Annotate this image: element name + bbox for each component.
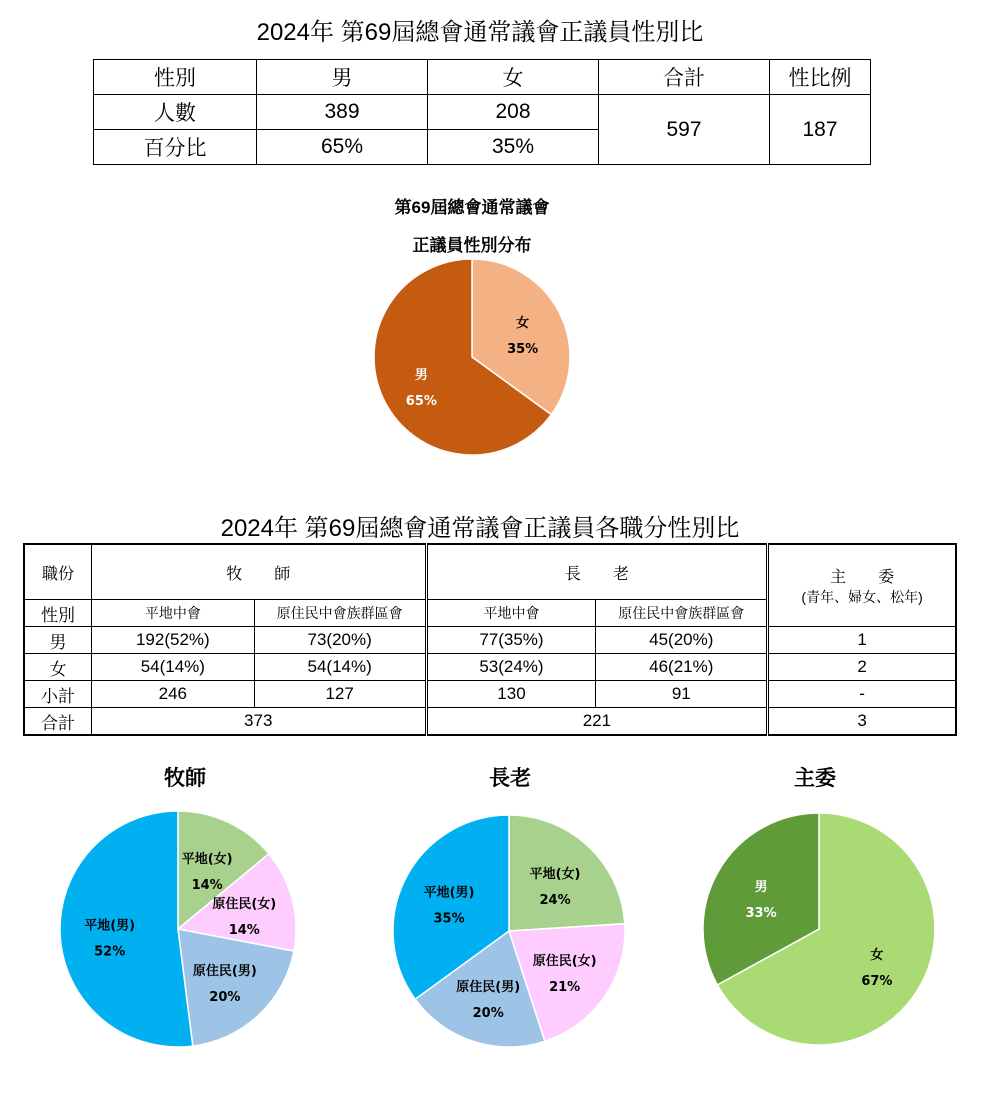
header-elder-plain: 平地中會 xyxy=(426,600,596,627)
elder-pie-label: 原住民(女) xyxy=(532,953,597,969)
elder-pie-value-label: 35% xyxy=(433,911,465,927)
committee-label: 主 委 xyxy=(830,569,895,586)
pastor-pie-value-label: 14% xyxy=(191,878,223,894)
elder-pie-label: 平地(男) xyxy=(423,885,475,901)
row-label: 小計 xyxy=(24,681,91,708)
cell: 73(20%) xyxy=(254,627,426,654)
cell: 77(35%) xyxy=(426,627,596,654)
overall-pie-title: 第69屆總會通常議會 xyxy=(394,198,550,217)
female-count: 208 xyxy=(428,95,599,130)
pastor-pie-label: 原住民(男) xyxy=(192,963,257,979)
header-gender: 性別 xyxy=(24,600,91,627)
pastor-pie-value-label: 14% xyxy=(228,922,260,938)
sex-ratio: 187 xyxy=(770,95,871,165)
header-role: 職份 xyxy=(24,544,91,600)
header-pastor-indigenous: 原住民中會族群區會 xyxy=(254,600,426,627)
committee-pie-label: 女 xyxy=(870,948,884,964)
header-pastor: 牧 師 xyxy=(91,544,426,600)
committee-pie-title: 主委 xyxy=(794,767,836,790)
cell: 192(52%) xyxy=(91,627,254,654)
header-gender: 性別 xyxy=(94,60,257,95)
cell: 1 xyxy=(768,627,956,654)
committee-pie-value-label: 33% xyxy=(745,905,777,921)
row-label: 男 xyxy=(24,627,91,654)
pastor-total: 373 xyxy=(91,708,426,736)
header-male: 男 xyxy=(257,60,428,95)
row-label-pct: 百分比 xyxy=(94,130,257,165)
committee-pie-value-label: 67% xyxy=(861,974,893,990)
cell: 54(14%) xyxy=(91,654,254,681)
cell: 45(20%) xyxy=(596,627,768,654)
header-female: 女 xyxy=(428,60,599,95)
cell: 46(21%) xyxy=(596,654,768,681)
cell: - xyxy=(768,681,956,708)
row-label: 合計 xyxy=(24,708,91,736)
cell: 53(24%) xyxy=(426,654,596,681)
elder-pie-label: 平地(女) xyxy=(529,866,581,882)
elder-pie-value-label: 24% xyxy=(539,892,571,908)
cell: 246 xyxy=(91,681,254,708)
header-ratio: 性比例 xyxy=(770,60,871,95)
header-pastor-plain: 平地中會 xyxy=(91,600,254,627)
elder-pie-value-label: 21% xyxy=(549,979,581,995)
committee-pie-label: 男 xyxy=(754,879,768,895)
male-count: 389 xyxy=(257,95,428,130)
pastor-pie-value-label: 20% xyxy=(209,989,241,1005)
pastor-pie-label: 平地(女) xyxy=(181,852,233,868)
header-elder-indigenous: 原住民中會族群區會 xyxy=(596,600,768,627)
cell: 127 xyxy=(254,681,426,708)
committee-sub: (青年、婦女、松年) xyxy=(801,589,923,605)
elder-pie-title: 長老 xyxy=(489,767,531,790)
pastor-pie-title: 牧師 xyxy=(164,767,206,790)
elder-pie-label: 原住民(男) xyxy=(456,979,521,995)
row-label: 女 xyxy=(24,654,91,681)
elder-pie-value-label: 20% xyxy=(472,1005,504,1021)
overall-pie-label: 女 xyxy=(516,316,530,332)
cell: 91 xyxy=(596,681,768,708)
cell: 54(14%) xyxy=(254,654,426,681)
female-pct: 35% xyxy=(428,130,599,165)
title-by-role: 2024年 第69屆總會通常議會正議員各職分性別比 xyxy=(220,515,740,542)
elder-total: 221 xyxy=(426,708,768,736)
row-label-count: 人數 xyxy=(94,95,257,130)
committee-total: 3 xyxy=(768,708,956,736)
overall-pie-value-label: 35% xyxy=(507,342,539,358)
cell: 130 xyxy=(426,681,596,708)
pastor-pie-value-label: 52% xyxy=(94,944,126,960)
pastor-pie-label: 原住民(女) xyxy=(212,896,277,912)
overall-pie-value-label: 65% xyxy=(405,393,437,409)
header-elder: 長 老 xyxy=(426,544,768,600)
title-overall: 2024年 第69屆總會通常議會正議員性別比 xyxy=(256,19,704,46)
cell: 2 xyxy=(768,654,956,681)
total-count: 597 xyxy=(599,95,770,165)
pastor-pie-label: 平地(男) xyxy=(84,918,136,934)
header-total: 合計 xyxy=(599,60,770,95)
male-pct: 65% xyxy=(257,130,428,165)
overall-pie-label: 男 xyxy=(414,367,428,383)
overall-pie-subtitle: 正議員性別分布 xyxy=(412,236,532,255)
